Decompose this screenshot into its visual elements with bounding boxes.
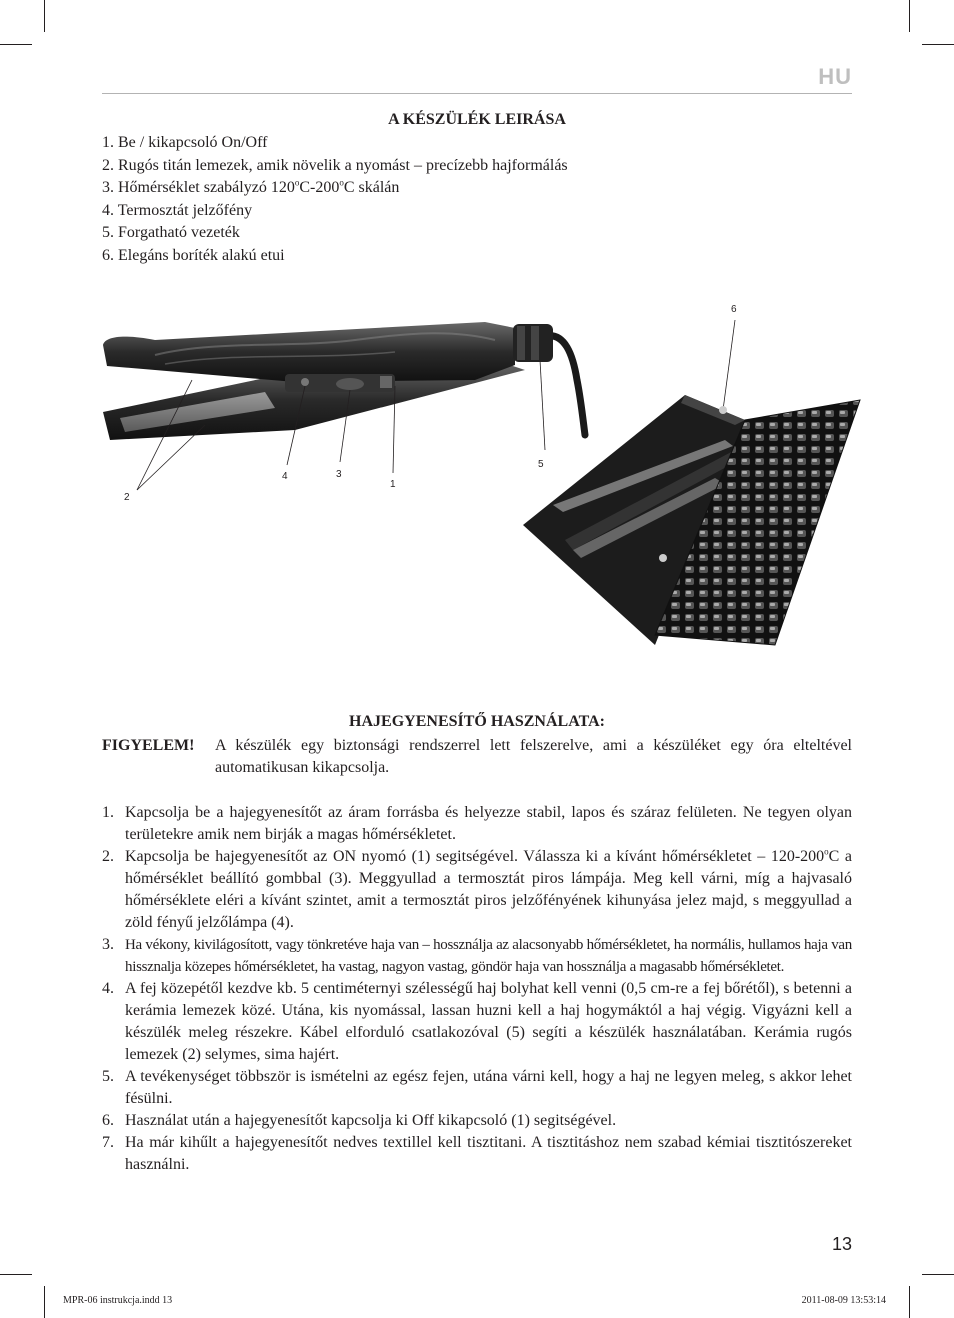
crop-mark-br-v [909, 1286, 910, 1318]
callout-1: 1 [390, 479, 396, 490]
description-title: A KÉSZÜLÉK LEIRÁSA [388, 111, 566, 128]
callout-3: 3 [336, 469, 342, 480]
usage-steps [102, 802, 852, 1176]
header-rule [102, 93, 852, 94]
warning-text: A készülék egy biztonsági rendszerrel lett felszerelve, ami a készüléket egy óra elteltével automatikusan kikapcsolja. [215, 737, 852, 776]
page-number: 13 [831, 1234, 852, 1254]
temperature-dial-icon [336, 378, 364, 390]
warning-block [102, 735, 852, 779]
product-illustration [95, 300, 875, 675]
callout-6: 6 [731, 304, 737, 315]
list-item: 5. A tevékenységet többször is ismételni az egész fejen, utána várni kell, hogy a haj ne legyen meleg, s akkor lehet fésülni. [102, 1068, 852, 1107]
usage-title: HAJEGYENESÍTŐ HASZNÁLATA: [349, 713, 605, 730]
feature-item: 3. Hőmérséklet szabályzó 120$^o$C-200$^o$C skálán [102, 177, 400, 196]
thermostat-light-icon [301, 378, 309, 386]
feature-list [102, 132, 852, 267]
list-item: 3. Ha vékony, kivilágosított, vagy tönkretéve haja van – hossználja az alacsonyabb hőmérsékletet, ha normális, hullamos haja van hissznalja közepes hőmérsékletet, ha vastag, nagyon vastag, göndör haja van hossználja a magasabb hőmérsékletet. [102, 936, 852, 975]
list-item: 6. Használat után a hajegyenesítőt kapcsolja ki Off kikapcsoló (1) segitségével. [102, 1112, 617, 1129]
language-code: HU [818, 64, 852, 89]
callout-5: 5 [538, 459, 544, 470]
crop-mark-br-h [922, 1274, 954, 1275]
slug-date: 2011-08-09 13:53:14 [801, 1295, 886, 1306]
list-item: 1. Kapcsolja be a hajegyenesítőt az áram forrásba és helyezze stabil, lapos és száraz felületen. Ne tegyen olyan területekre amik nem birják a magas hőmérsékletet. [102, 804, 852, 843]
crop-mark-bl-h [0, 1274, 32, 1275]
callout-2: 2 [124, 492, 130, 503]
list-item: 4. A fej közepétől kezdve kb. 5 centiméternyi szélességű haj bolyhat kell venni (0,5 cm-re a fej bőrétől), s betenni a kerámia lemezek közé. Utána, kis nyomással, lassan huzni kell a haj hogymáktól a haj végig. Vigyázni kell a készülék meleg részekre. Kábel elforduló csatlakozóval (5) segíti a készülék használatában. Kerámia rugós lemezek (2) selymes, sima hajért. [102, 980, 852, 1063]
feature-item: 4. Termosztát jelzőfény [102, 201, 253, 219]
list-item: 2. Kapcsolja be hajegyenesítőt az ON nyomó (1) segitségével. Válassza ki a kívánt hőmérsékletet – 120-200$^o$C a hőmérséklet beállító gombbal (3). Meggyullad a termosztát piros lámpája. Meg kell várni, míg a hajvasaló hőmérséklete eléri a kívánt szintet, amit a termosztát piros jelzőfényének kihunyása jelez majd, s meggyullad a zöld fényű jelzőlámpa (4). [102, 846, 852, 931]
callout-4: 4 [282, 471, 288, 482]
crop-mark-tr-v [909, 0, 910, 32]
crop-mark-bl-v [44, 1286, 45, 1318]
slug-file: MPR-06 instrukcja.indd 13 [63, 1295, 173, 1306]
feature-item: 2. Rugós titán lemezek, amik növelik a nyomást – precízebb hajformálás [102, 156, 568, 174]
crop-mark-tr-h [922, 44, 954, 45]
power-switch-icon [380, 376, 392, 388]
feature-item: 6. Elegáns boríték alakú etui [102, 246, 285, 264]
feature-item: 1. Be / kikapcsoló On/Off [102, 134, 268, 151]
crop-mark-tl-v [44, 0, 45, 32]
crop-mark-tl-h [0, 44, 32, 45]
feature-item: 5. Forgatható vezeték [102, 224, 240, 241]
warning-label: FIGYELEM! [102, 737, 195, 754]
list-item: 7. Ha már kihűlt a hajegyenesítőt nedves textillel kell tisztitani. A tisztitáshoz nem szabad kémiai tisztitószereket használni. [102, 1134, 852, 1173]
